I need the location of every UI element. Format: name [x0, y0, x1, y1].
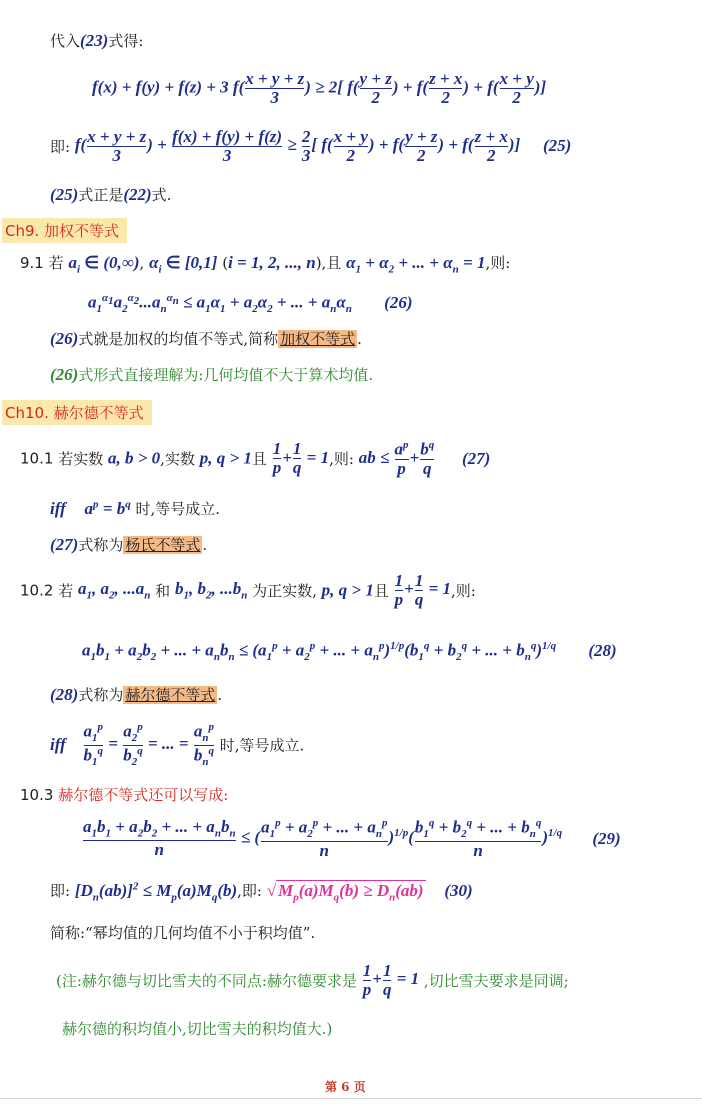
short-name-line: 简称:“幂均值的几何均值不小于积均值”. [50, 924, 316, 942]
note-line-1: (注:赫尔德与切比雪夫的不同点:赫尔德要求是 $\frac{1}{p}$ + $\frac{1}{q}$ = 1 ,切比雪夫要求是同调; [56, 961, 569, 999]
highlight-young-inequality: 杨氏不等式 [125, 536, 201, 554]
equality-condition-28: iff $\frac{a_1^p}{b_1^q}$ = $\frac{a_2^p}{b_2^q}$ = ... = $\frac{a_n^p}{b_n^q}$ 时,等号成立. [50, 721, 305, 768]
equation-25-line: 即: f( $\frac{x + y + z}{3}$ ) + $\frac{f(x) + f(y) + f(z)}{3}$ ≥ $\frac{2}{3}$ [ f( $\frac{x + y}{2}$ ) + f( $\frac{y + z}{2}$ ) + f( $\frac{z + x}{2}$ )] (25) [50, 127, 572, 165]
intro-line: 代入(23)式得: [50, 31, 144, 50]
equation-30-line: 即: $[D_n(ab)]^2 \le M_p(a)M_q(b)$,即: √ $M_p(a)M_q(b) \ge D_n(ab)$ (30) [50, 880, 473, 904]
equation-28: $a_1b_1 + a_2b_2$ + ... + $a_nb_n \le (a_1^p + a_2^p$ + ... + $a_n^p)^{1/p}(b_1^q + b_2^q$ + ... + $b_n^q)^{1/q}$ (28) [82, 640, 617, 664]
highlight-holder-inequality: 赫尔德不等式 [125, 686, 216, 704]
remark-25: (25)式正是(22)式. [50, 185, 172, 204]
equation-26: $a_1^{\alpha_1}a_2^{\alpha_2}...a_n^{\alpha_n} \le a_1\alpha_1 + a_2\alpha_2$ + ... + $a_n\alpha_n$ (26) [88, 292, 413, 316]
equation-number: (27) [462, 448, 491, 468]
equality-condition-27: iff $a^p = b^q$ 时,等号成立. [50, 498, 221, 518]
equation-number: (25) [543, 136, 572, 156]
chapter-heading-ch10: Ch10. 赫尔德不等式 [2, 400, 152, 425]
remark-26a: (26)式就是加权的均值不等式,简称 加权不等式 . [50, 329, 362, 348]
equation-number: (29) [592, 828, 621, 848]
footer-divider [0, 1098, 702, 1099]
theorem-10-2: 10.2 若 $a_1$, $a_2$, $...a_n$ 和 $b_1$, $b_2$, $...b_n$ 为正实数, p, q > 1且 $\frac{1}{p}$ + $\frac{1}{q}$ = 1,则: [20, 571, 476, 609]
equation-23-substituted: f(x) + f(y) + f(z) + 3 f( $\frac{x + y + z}{3}$ ) ≥ 2[ f( $\frac{y + z}{2}$ ) + f( $\frac{z + x}{2}$ ) + f( $\frac{x + y}{2}$ )] [92, 69, 547, 107]
remark-26b: (26)式形式直接理解为:几何均值不大于算术均值. [50, 365, 374, 384]
remark-27: (27)式称为 杨氏不等式 . [50, 535, 208, 554]
theorem-10-3: 10.3 赫尔德不等式还可以写成: [20, 786, 229, 804]
equation-number: (30) [444, 881, 473, 900]
chapter-heading-ch9: Ch9. 加权不等式 [2, 218, 127, 243]
highlight-weighted-inequality: 加权不等式 [280, 330, 356, 348]
equation-number: (28) [588, 640, 617, 660]
theorem-10-1: 10.1 若实数 a, b > 0,实数 p, q > 1且 $\frac{1}{p}$ + $\frac{1}{q}$ = 1,则: ab ≤ $\frac{a^p}{p}$ + $\frac{b^q}{q}$ (27) [20, 439, 491, 478]
page-number: 第 6 页 [325, 1080, 366, 1094]
equation-29: $\frac{a_1b_1 + a_2b_2 + ... + a_nb_n}{n}$ ≤ ( $\frac{a_1^p + a_2^p + ... + a_n^p}{n}$ )$^{1/p}$( $\frac{b_1^q + b_2^q + ... + b_n^q}{n}$ )$^{1/q}$ (29) [83, 817, 621, 860]
note-line-2: 赫尔德的积均值小,切比雪夫的积均值大.) [62, 1020, 333, 1038]
theorem-9-1: 9.1 若 $a_i$ ∈ (0,∞), $\alpha_i$ ∈ [0,1] (i = 1, 2, ..., n),且 $\alpha_1 + \alpha_2$ + ... + $\alpha_n = 1$,则: [20, 253, 511, 276]
remark-28: (28)式称为 赫尔德不等式 . [50, 685, 223, 704]
equation-number: (26) [384, 292, 413, 312]
